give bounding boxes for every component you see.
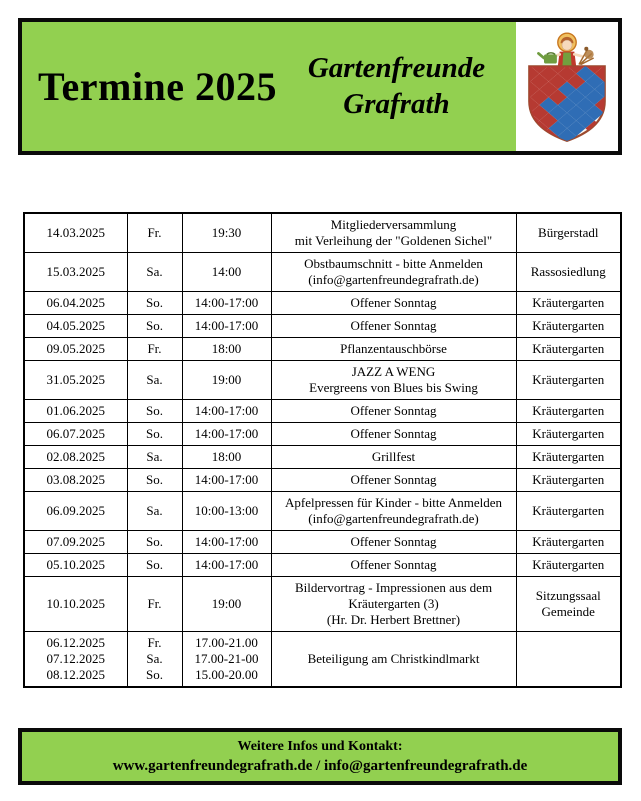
date-line: 10.10.2025 <box>46 596 105 611</box>
date-line: 06.04.2025 <box>46 295 105 310</box>
time-cell <box>182 361 271 400</box>
event-line: Kräutergarten (3) <box>348 596 439 611</box>
date-cell <box>24 400 127 423</box>
date-line: 04.05.2025 <box>46 318 105 333</box>
event-cell <box>271 400 516 423</box>
day-cell <box>127 632 182 688</box>
date-line: 31.05.2025 <box>46 372 105 387</box>
date-cell <box>24 492 127 531</box>
event-cell <box>271 554 516 577</box>
day-cell <box>127 253 182 292</box>
event-line: Offener Sonntag <box>350 318 437 333</box>
time-line: 19:00 <box>211 372 242 387</box>
event-line: Pflanzentauschbörse <box>340 341 447 356</box>
day-cell <box>127 469 182 492</box>
day-line: So. <box>146 534 163 549</box>
event-line: Bildervortrag - Impressionen aus dem <box>294 580 493 595</box>
day-cell <box>127 554 182 577</box>
day-line: Sa. <box>146 372 163 387</box>
event-row <box>24 632 621 688</box>
event-cell <box>271 315 516 338</box>
time-line: 14:00-17:00 <box>194 318 259 333</box>
date-cell <box>24 315 127 338</box>
day-cell <box>127 338 182 361</box>
date-cell <box>24 213 127 253</box>
date-cell <box>24 554 127 577</box>
time-line: 17.00-21.00 <box>195 635 258 650</box>
date-line: 06.09.2025 <box>46 503 105 518</box>
time-cell <box>182 253 271 292</box>
event-line: Offener Sonntag <box>350 534 437 549</box>
event-line: Offener Sonntag <box>350 295 437 310</box>
event-line: JAZZ A WENG <box>351 364 436 379</box>
time-line: 10:00-13:00 <box>194 503 259 518</box>
footer-contact-heading: Weitere Infos und Kontakt: <box>237 738 403 754</box>
day-cell <box>127 423 182 446</box>
event-line: Grillfest <box>371 449 416 464</box>
location-line: Kräutergarten <box>532 426 605 441</box>
event-cell <box>271 423 516 446</box>
location-line: Bürgerstadl <box>538 225 599 240</box>
time-cell <box>182 632 271 688</box>
location-cell <box>516 361 621 400</box>
event-line: (info@gartenfreundegrafrath.de) <box>308 272 479 287</box>
event-row <box>24 531 621 554</box>
date-line: 14.03.2025 <box>46 225 105 240</box>
event-line: Offener Sonntag <box>350 472 437 487</box>
event-line: Obstbaumschnitt - bitte Anmelden <box>304 256 483 271</box>
event-line: (Hr. Dr. Herbert Brettner) <box>326 612 461 627</box>
time-line: 14:00-17:00 <box>194 426 259 441</box>
date-cell <box>24 531 127 554</box>
day-cell <box>127 531 182 554</box>
day-line: Fr. <box>147 635 162 650</box>
page-title: Termine 2025 <box>38 64 277 109</box>
location-line: Kräutergarten <box>532 341 605 356</box>
location-cell <box>516 292 621 315</box>
location-cell <box>516 338 621 361</box>
location-cell <box>516 315 621 338</box>
event-cell <box>271 338 516 361</box>
day-cell <box>127 292 182 315</box>
event-row <box>24 446 621 469</box>
time-line: 18:00 <box>211 449 242 464</box>
shield-lozenges-icon <box>521 58 613 144</box>
day-cell <box>127 315 182 338</box>
day-line: Sa. <box>146 651 163 666</box>
location-cell <box>516 469 621 492</box>
location-line: Sitzungssaal <box>535 588 601 603</box>
time-line: 15.00-20.00 <box>195 667 258 682</box>
time-cell <box>182 531 271 554</box>
location-cell <box>516 492 621 531</box>
date-line: 05.10.2025 <box>46 557 105 572</box>
event-cell <box>271 361 516 400</box>
time-line: 19:30 <box>211 225 242 240</box>
footer-banner <box>18 728 622 785</box>
date-line: 03.08.2025 <box>46 472 105 487</box>
day-cell <box>127 577 182 632</box>
event-row <box>24 338 621 361</box>
event-cell <box>271 469 516 492</box>
event-line: Mitgliederversammlung <box>330 217 457 232</box>
footer-contact-links: www.gartenfreundegrafrath.de / info@gartenfreundegrafrath.de <box>112 757 528 774</box>
location-line: Kräutergarten <box>532 318 605 333</box>
event-row <box>24 492 621 531</box>
day-line: So. <box>146 426 163 441</box>
day-line: Sa. <box>146 503 163 518</box>
date-cell <box>24 338 127 361</box>
time-line: 14:00-17:00 <box>194 472 259 487</box>
day-line: So. <box>146 667 163 682</box>
event-line: Offener Sonntag <box>350 426 437 441</box>
event-cell <box>271 253 516 292</box>
event-row <box>24 315 621 338</box>
time-cell <box>182 315 271 338</box>
time-cell <box>182 577 271 632</box>
date-line: 08.12.2025 <box>46 667 105 682</box>
time-line: 14:00-17:00 <box>194 534 259 549</box>
location-line: Kräutergarten <box>532 472 605 487</box>
day-line: So. <box>146 557 163 572</box>
time-cell <box>182 423 271 446</box>
time-line: 18:00 <box>211 341 242 356</box>
time-cell <box>182 338 271 361</box>
saint-figure-icon <box>538 33 593 66</box>
day-cell <box>127 361 182 400</box>
org-name-line1: Gartenfreunde <box>307 52 486 85</box>
event-row <box>24 361 621 400</box>
time-cell <box>182 469 271 492</box>
time-line: 19:00 <box>211 596 242 611</box>
date-line: 09.05.2025 <box>46 341 105 356</box>
date-cell <box>24 446 127 469</box>
day-line: So. <box>146 403 163 418</box>
location-line: Kräutergarten <box>532 295 605 310</box>
location-line: Rassosiedlung <box>530 264 606 279</box>
date-line: 02.08.2025 <box>46 449 105 464</box>
location-cell <box>516 554 621 577</box>
event-row <box>24 292 621 315</box>
day-line: So. <box>146 472 163 487</box>
time-cell <box>182 446 271 469</box>
location-line: Kräutergarten <box>532 372 605 387</box>
day-line: Sa. <box>146 449 163 464</box>
event-cell <box>271 577 516 632</box>
location-cell <box>516 400 621 423</box>
org-name-line2: Grafrath <box>343 87 450 120</box>
event-line: Offener Sonntag <box>350 557 437 572</box>
date-cell <box>24 577 127 632</box>
event-row <box>24 400 621 423</box>
event-row <box>24 423 621 446</box>
time-line: 14:00 <box>211 264 242 279</box>
date-line: 06.07.2025 <box>46 426 105 441</box>
event-row <box>24 253 621 292</box>
event-line: Evergreens von Blues bis Swing <box>309 380 478 395</box>
event-line: mit Verleihung der "Goldenen Sichel" <box>294 233 493 248</box>
date-cell <box>24 632 127 688</box>
location-line: Kräutergarten <box>532 557 605 572</box>
time-line: 17.00-21-00 <box>194 651 259 666</box>
time-line: 14:00-17:00 <box>194 557 259 572</box>
day-line: So. <box>146 295 163 310</box>
day-line: Fr. <box>147 341 162 356</box>
time-cell <box>182 400 271 423</box>
event-row <box>24 577 621 632</box>
day-cell <box>127 400 182 423</box>
coat-of-arms <box>516 22 618 151</box>
time-cell <box>182 554 271 577</box>
time-line: 14:00-17:00 <box>194 403 259 418</box>
date-line: 07.09.2025 <box>46 534 105 549</box>
day-cell <box>127 446 182 469</box>
date-cell <box>24 361 127 400</box>
location-cell <box>516 253 621 292</box>
day-cell <box>127 492 182 531</box>
schedule-table <box>23 212 622 688</box>
date-line: 06.12.2025 <box>46 635 105 650</box>
day-line: Fr. <box>147 225 162 240</box>
location-cell <box>516 446 621 469</box>
day-line: So. <box>146 318 163 333</box>
header-banner <box>18 18 622 155</box>
grafrath-crest-icon <box>521 25 613 149</box>
day-cell <box>127 213 182 253</box>
time-cell <box>182 492 271 531</box>
date-cell <box>24 253 127 292</box>
location-cell <box>516 632 621 688</box>
location-line: Kräutergarten <box>532 503 605 518</box>
event-cell <box>271 632 516 688</box>
event-line: Offener Sonntag <box>350 403 437 418</box>
event-cell <box>271 531 516 554</box>
day-line: Sa. <box>146 264 163 279</box>
org-name <box>277 51 516 122</box>
location-line: Kräutergarten <box>532 534 605 549</box>
event-row <box>24 213 621 253</box>
location-line: Kräutergarten <box>532 449 605 464</box>
date-line: 15.03.2025 <box>46 264 105 279</box>
event-line: Beteiligung am Christkindlmarkt <box>307 651 480 666</box>
time-cell <box>182 213 271 253</box>
day-line: Fr. <box>147 596 162 611</box>
event-cell <box>271 213 516 253</box>
date-cell <box>24 292 127 315</box>
date-cell <box>24 469 127 492</box>
location-cell <box>516 577 621 632</box>
location-cell <box>516 423 621 446</box>
time-line: 14:00-17:00 <box>194 295 259 310</box>
location-line: Kräutergarten <box>532 403 605 418</box>
event-row <box>24 469 621 492</box>
event-line: (info@gartenfreundegrafrath.de) <box>308 511 479 526</box>
location-cell <box>516 531 621 554</box>
event-cell <box>271 292 516 315</box>
date-line: 01.06.2025 <box>46 403 105 418</box>
event-cell <box>271 492 516 531</box>
date-line: 07.12.2025 <box>46 651 105 666</box>
date-cell <box>24 423 127 446</box>
location-line: Gemeinde <box>541 604 595 619</box>
event-cell <box>271 446 516 469</box>
location-cell <box>516 213 621 253</box>
event-line: Apfelpressen für Kinder - bitte Anmelden <box>285 495 502 510</box>
header-green-area <box>22 22 516 151</box>
event-row <box>24 554 621 577</box>
time-cell <box>182 292 271 315</box>
